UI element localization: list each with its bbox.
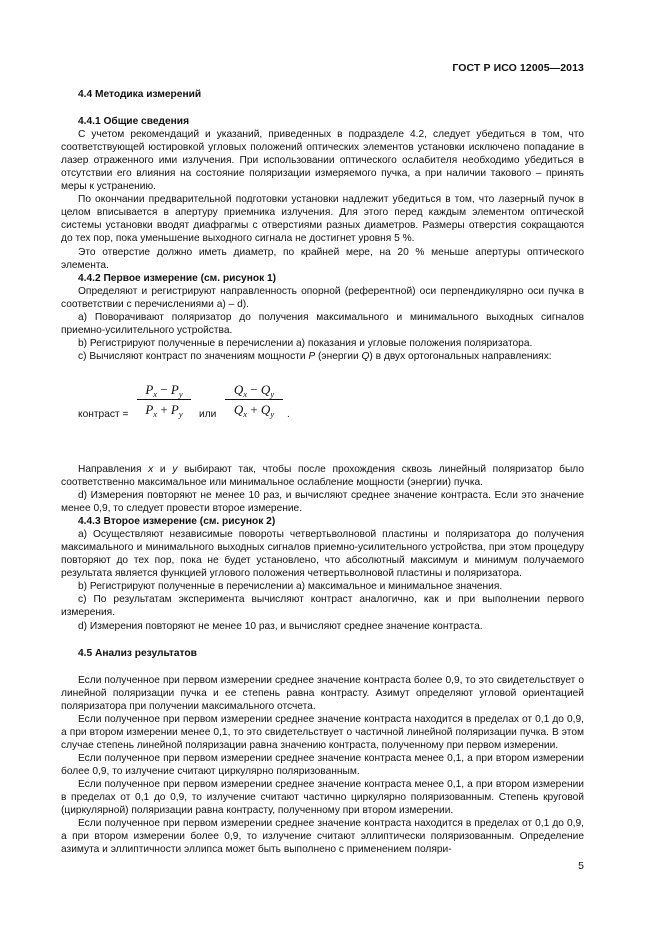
document-header: ГОСТ Р ИСО 12005—2013: [452, 62, 584, 74]
page-content: [61, 88, 584, 856]
list-item-a: а) Осуществляют независимые повороты четвертьволновой пластины и поляризатора до получения максимального и минимального выходных сигналов приемно-усилительного устройства, при этом процедуру повторяют до тех пор, пока не будет установлено, что абсолютный максимум и минимум получаемого результата является функцией углового положения четвертьволновой пластины и поляризатора.: [61, 529, 584, 580]
list-item-d: d) Измерения повторяют не менее 10 раз, и вычисляют среднее значение контраста. Если это значение менее 0,9, то следует провести второе измерение.: [61, 490, 584, 515]
section-heading-4-4-3: 4.4.3 Второе измерение (см. рисунок 2): [78, 516, 276, 528]
paragraph: С учетом рекомендаций и указаний, приведенных в подразделе 4.2, следует убедиться в том, что соответствующей юстировкой угловых положений оптических элементов установки исключено попадание в лазер отраженного ими излучения. При использовании оптического ослабителя необходимо убедиться в отсутствии его влияния на состояние поляризации измеряемого пучка, а при наличии такового – принять меры к устранению.: [61, 129, 584, 193]
paragraph: Направления x и y выбирают так, чтобы после прохождения сквозь линейный поляризатор было соответственно максимальное или минимальное ослабление мощности (энергии) пучка.: [61, 463, 585, 488]
energy-fraction: $Q_x - Q_y$ $Q_x + Q_y$: [225, 383, 283, 416]
paragraph: Если полученное при первом измерении среднее значение контраста находится в пределах от 0,1 до 0,9, а при втором измерении более 0,9, то излучение считают эллиптически поляризованным. Определение азимута и эллиптичности эллипса может быть выполнено с применением поляри-: [61, 818, 584, 856]
section-heading-4-5: 4.5 Анализ результатов: [78, 647, 197, 659]
list-item-a: а) Поворачивают поляризатор до получения максимального и минимального выходных сигналов приемно-усилительного устройства.: [61, 311, 584, 336]
power-fraction: $P_x - P_y$ $P_x + P_y$: [137, 383, 191, 416]
paragraph: Если полученное при первом измерении среднее значение контраста более 0,9, то это свидетельствует о линейной поляризации пучка и ее степень равна контрасту. Азимут определяют угловой ориентацией поляризатора при получении максимального отсчета.: [61, 674, 584, 712]
list-item-c: c) Вычисляют контраст по значениям мощности P (энергии Q) в двух ортогональных направлениях:: [78, 350, 552, 362]
formula-period: .: [287, 408, 290, 420]
contrast-formula: [61, 379, 584, 453]
paragraph: Если полученное при первом измерении среднее значение контраста менее 0,1, а при втором измерении в пределах от 0,1 до 0,9, то излучение считают частично циркулярно поляризованным. Степень круговой (циркулярной) поляризации равна контрасту, полученному при втором измерении.: [61, 778, 584, 817]
paragraph: Это отверстие должно иметь диаметр, по крайней мере, на 20 % меньше апертуры оптического элемента.: [61, 246, 584, 271]
paragraph: Если полученное при первом измерении среднее значение контраста находится в пределах от 0,1 до 0,9, а при втором измерении менее 0,1, то это свидетельствует о частичной линейной поляризации пучка. В этом случае степень линейной поляризации равна значению контраста, полученному при первом измерении.: [61, 713, 584, 751]
section-heading-4-4-1: 4.4.1 Общие сведения: [78, 116, 190, 128]
list-item-c: c) По результатам эксперимента вычисляют контраст аналогично, как и при выполнении первого измерения.: [61, 594, 584, 619]
section-heading-4-4: 4.4 Методика измерений: [78, 89, 202, 100]
formula-label: контраст =: [78, 408, 129, 420]
section-heading-4-4-2: 4.4.2 Первое измерение (см. рисунок 1): [78, 272, 277, 284]
list-item-d: d) Измерения повторяют не менее 10 раз, и вычисляют среднее значение контраста.: [78, 620, 483, 632]
list-item-b: b) Регистрируют полученные в перечислении а) показания и угловые положения поляризатора.: [78, 337, 533, 349]
paragraph: Определяют и регистрируют направленность опорной (референтной) оси перпендикулярно оси пучка в соответствии с перечислениями а) – d).: [61, 285, 584, 310]
list-item-b: b) Регистрируют полученные в перечислении а) максимальное и минимальное значения.: [78, 581, 503, 593]
paragraph: По окончании предварительной подготовки установки надлежит убедиться в том, что лазерный пучок в целом вписывается в апертуру приемника излучения. Для этого перед каждым элементом оптической системы установки вводят диафрагмы с отверстиями разных диаметров. Размеры отверстия сокращаются до тех пор, пока уменьшение выходного сигнала не достигнет уровня 5 %.: [61, 194, 584, 245]
paragraph: Если полученное при первом измерении среднее значение контраста менее 0,1, а при втором измерении более 0,9, то излучение считают циркулярно поляризованным.: [61, 752, 584, 777]
page-number: 5: [578, 860, 584, 872]
formula-or: или: [199, 408, 217, 420]
